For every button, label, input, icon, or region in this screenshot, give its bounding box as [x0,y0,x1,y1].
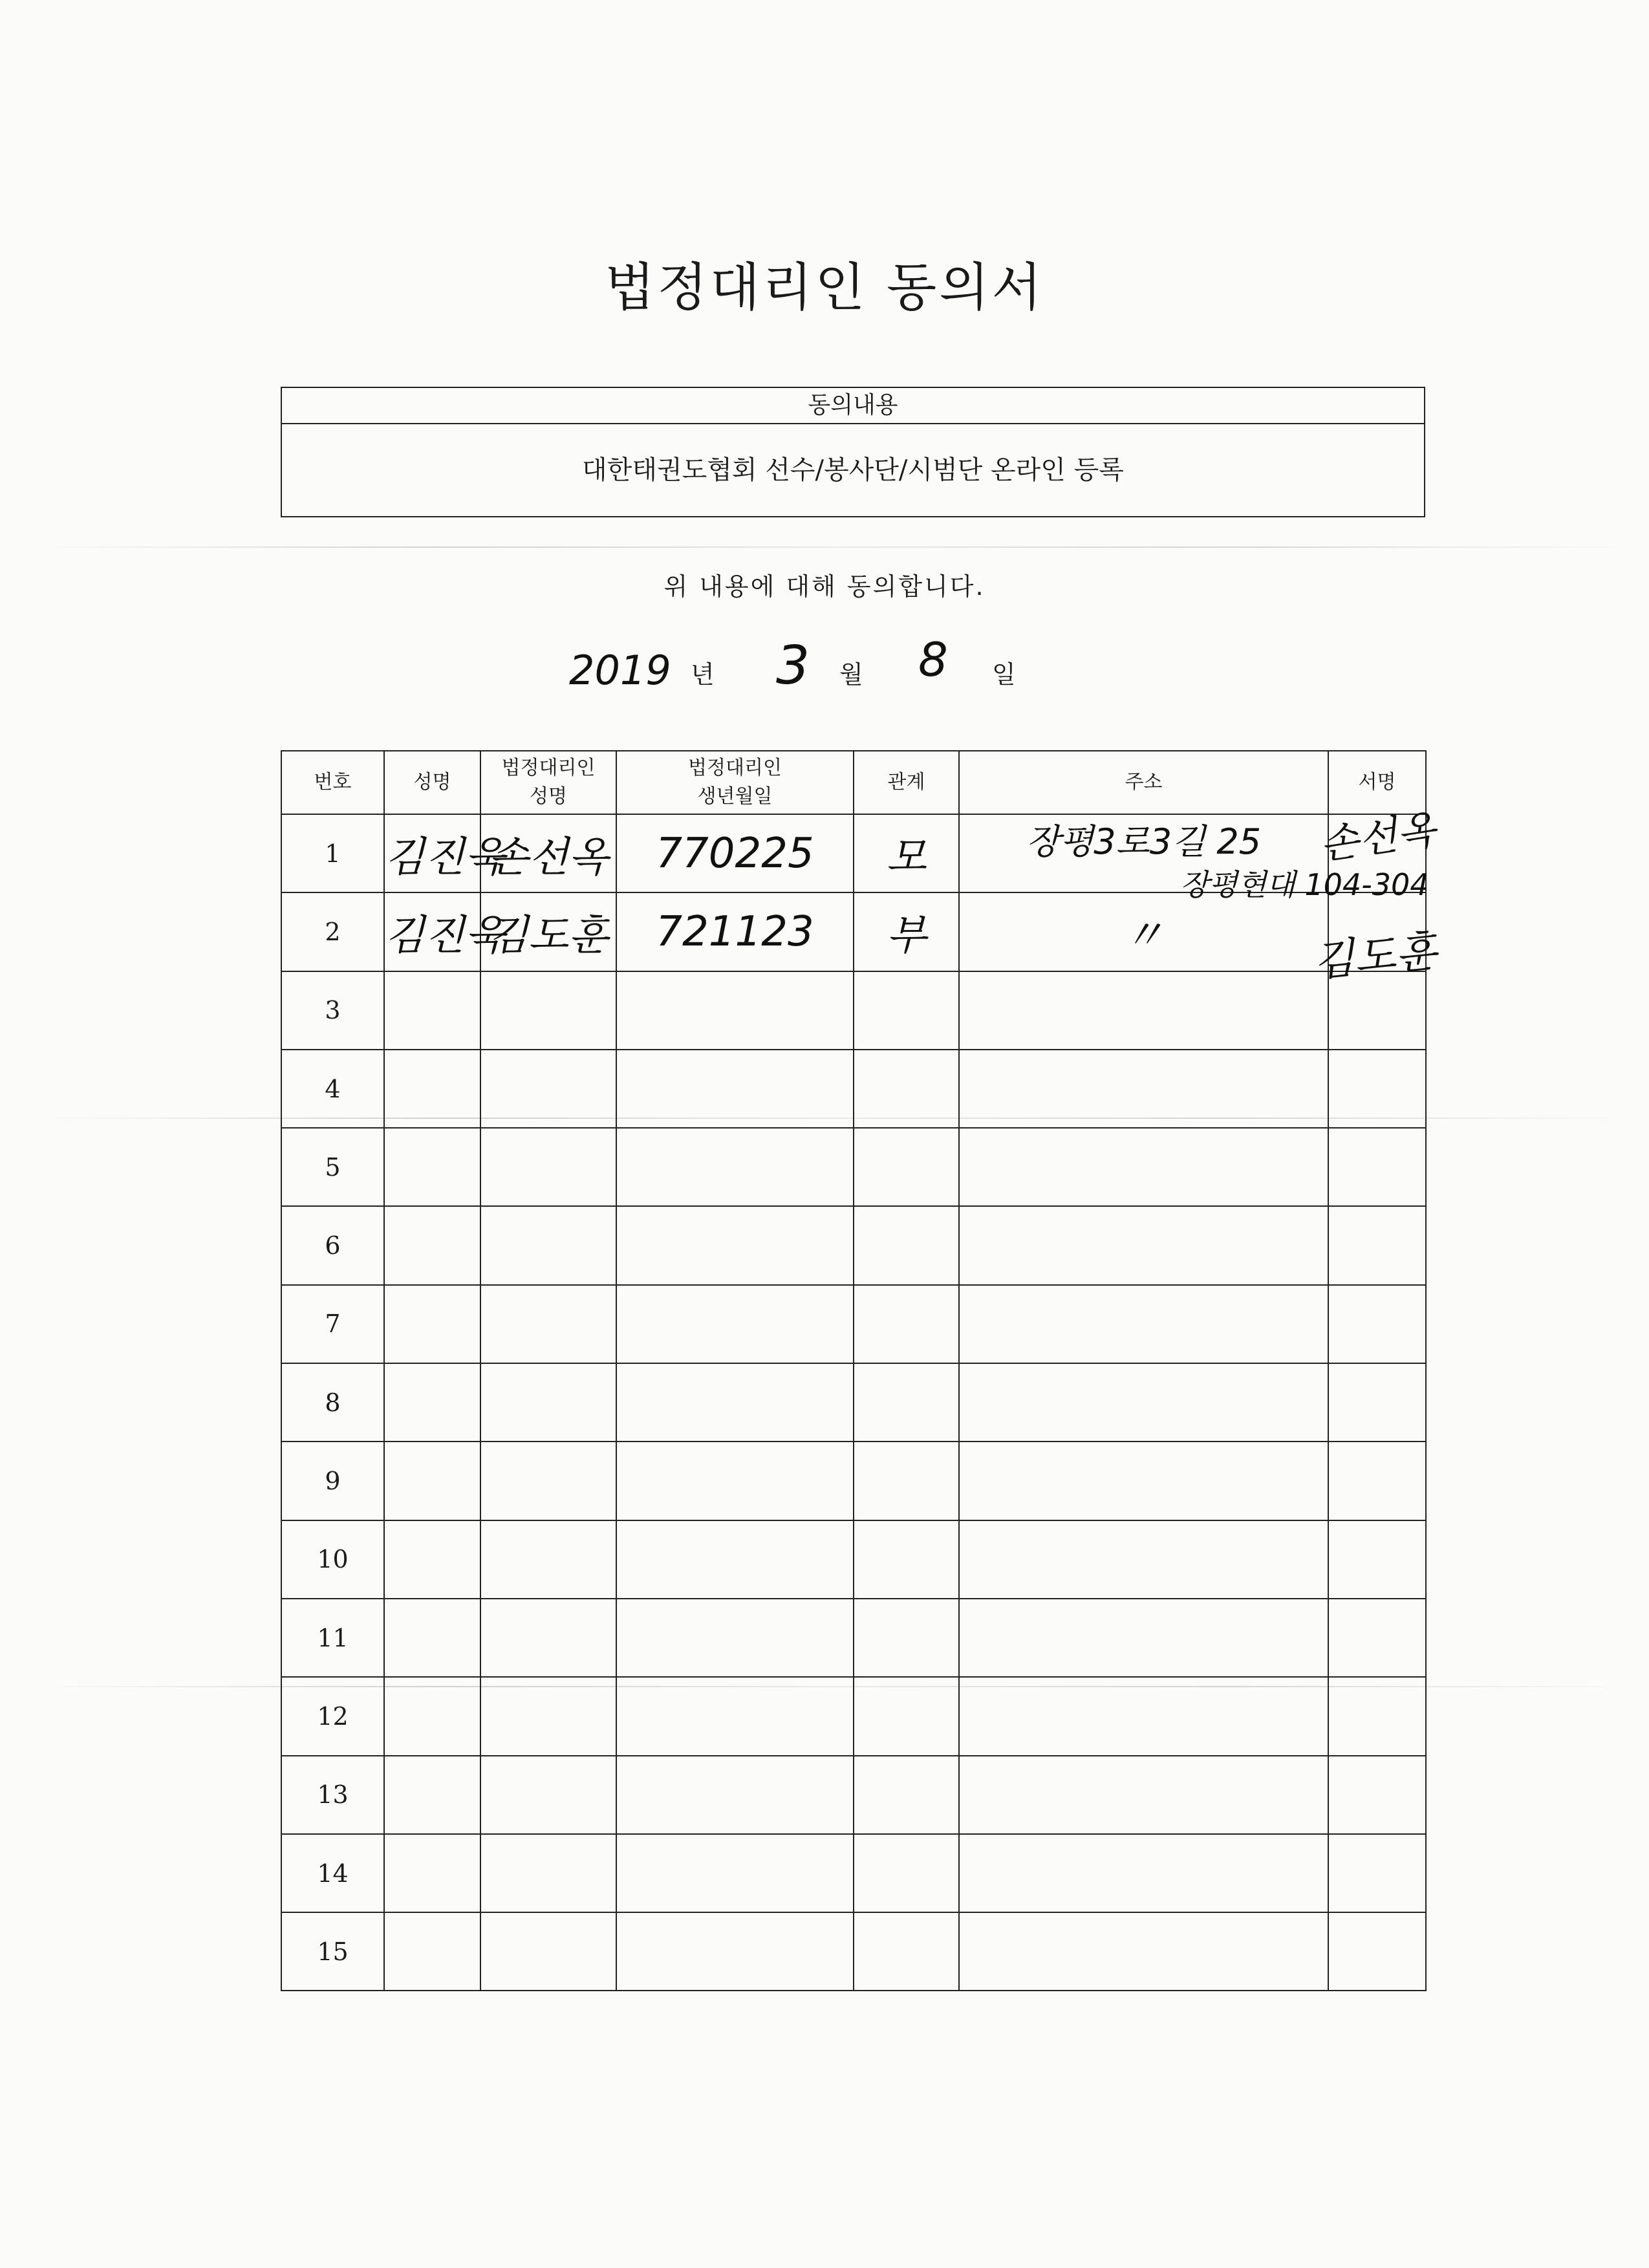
table-row [281,1442,1426,1520]
table-row [281,892,1426,971]
table-row [281,1050,1426,1128]
row-signature [1328,1285,1426,1363]
row2-signature: 김도훈 [1311,925,1439,987]
table-row [281,1206,1426,1284]
row-no: 11 [281,1599,384,1677]
row-name-text: 김진욱 [385,833,505,881]
row-address [959,971,1328,1050]
row-signature [1328,1442,1426,1520]
row-relation [854,1363,959,1442]
row-guardian-name [480,1677,616,1755]
row-no: 3 [281,971,384,1050]
row-no: 1 [281,814,384,892]
row-name [384,1520,480,1599]
row1-address-extra: 장평현대 104-304 [1180,867,1429,902]
row-signature [1328,1363,1426,1442]
row-guardian-birth-text: 770225 [656,829,814,878]
row-relation [854,1834,959,1912]
row-no: 12 [281,1677,384,1755]
agree-statement: 위 내용에 대해 동의합니다. [663,572,986,601]
row-guardian-birth [616,1363,854,1442]
row-address [959,1677,1328,1755]
row-signature [1328,1599,1426,1677]
row-address [959,1756,1328,1834]
consent-box [281,387,1425,517]
table-row [281,1285,1426,1363]
row-no: 6 [281,1206,384,1284]
row-name [384,1599,480,1677]
row-guardian-birth [616,1912,854,1991]
row-relation [854,971,959,1050]
row-relation [854,1206,959,1284]
row-signature [1328,1912,1426,1991]
row-guardian-name-text: 손선옥 [488,833,609,881]
row-relation [854,1442,959,1520]
row-guardian-birth [616,1206,854,1284]
table-row [281,1128,1426,1206]
row-name-text: 김진욱 [385,911,505,960]
row-guardian-birth [616,1756,854,1834]
row-signature [1328,1677,1426,1755]
row-guardian-birth [616,971,854,1050]
row-relation [854,1756,959,1834]
row-name [384,1834,480,1912]
row-relation [854,1285,959,1363]
table-row [281,1834,1426,1912]
row-no: 14 [281,1834,384,1912]
row-guardian-name [480,1442,616,1520]
row-guardian-name [480,1050,616,1128]
row-relation [854,1128,959,1206]
row-relation-text: 부 [886,911,927,960]
row-relation [854,1599,959,1677]
row-guardian-name [480,1363,616,1442]
row-name [384,1363,480,1442]
header-name: 성명 [384,751,480,814]
header-no: 번호 [281,751,384,814]
table-row [281,1520,1426,1599]
row-address [959,1912,1328,1991]
row-guardian-name [480,1599,616,1677]
row-relation-text: 모 [886,833,927,881]
document-title: 법정대리인 동의서 [605,257,1044,318]
row-relation [854,1677,959,1755]
row-guardian-birth [616,892,854,971]
row-address [959,1599,1328,1677]
date-year-unit: 년 [691,660,715,689]
row-guardian-name [480,814,616,892]
row-address-text: 장평3로3길 25 [1026,821,1262,863]
row-address [959,1834,1328,1912]
row-no: 8 [281,1363,384,1442]
row-address [959,892,1328,971]
date-line [0,632,1649,697]
consent-body: 대한태권도협회 선수/봉사단/시범단 온라인 등록 [582,455,1124,485]
row-no: 13 [281,1756,384,1834]
consent-header: 동의내용 [282,388,1424,424]
row-guardian-name [480,1206,616,1284]
row-relation [854,1912,959,1991]
row-signature [1328,1206,1426,1284]
date-day: 8 [918,632,948,687]
header-guardian-birth-line2: 생년월일 [697,785,773,808]
row-relation [854,892,959,971]
row-relation [854,1050,959,1128]
row-name [384,1756,480,1834]
roster-table [281,750,1427,1991]
header-guardian-name [480,751,616,814]
row-address [959,1520,1328,1599]
row-name [384,892,505,971]
table-header-row [281,751,1426,814]
row-name [384,1050,480,1128]
row-name [384,1206,480,1284]
table-row [281,1912,1426,1991]
row-guardian-name [480,971,616,1050]
row-name [384,971,480,1050]
row-no: 9 [281,1442,384,1520]
row-signature [1328,1050,1426,1128]
row-address [959,1442,1328,1520]
row-guardian-name [480,1834,616,1912]
row-guardian-birth [616,1442,854,1520]
row-guardian-birth [616,1285,854,1363]
row-no: 7 [281,1285,384,1363]
header-relation: 관계 [854,751,959,814]
header-signature: 서명 [1328,751,1426,814]
row-guardian-birth [616,814,854,892]
header-guardian-birth [616,751,854,814]
table-row [281,971,1426,1050]
row-guardian-name [480,1128,616,1206]
row-guardian-birth [616,1677,854,1755]
header-guardian-name-line2: 성명 [530,785,567,808]
row-name [384,1442,480,1520]
row-guardian-name [480,1520,616,1599]
row-relation [854,814,959,892]
row-address [959,1128,1328,1206]
row-address [959,1050,1328,1128]
date-day-unit: 일 [992,660,1016,689]
row-guardian-name [480,1756,616,1834]
row-guardian-birth [616,1520,854,1599]
table-row [281,1677,1426,1755]
header-guardian-name-line1: 법정대리인 [501,757,596,779]
row-guardian-name [480,1285,616,1363]
date-month-unit: 월 [839,660,863,689]
row-no: 4 [281,1050,384,1128]
row-guardian-birth [616,1128,854,1206]
row-no: 5 [281,1128,384,1206]
row-address [959,1363,1328,1442]
header-guardian-birth-line1: 법정대리인 [688,757,782,779]
date-month: 3 [776,635,810,697]
row-no: 10 [281,1520,384,1599]
header-address: 주소 [959,751,1328,814]
table-row [281,1363,1426,1442]
row-address [959,1206,1328,1284]
row-signature [1328,1128,1426,1206]
row-guardian-birth [616,1050,854,1128]
row-no: 15 [281,1912,384,1991]
table-row [281,1756,1426,1834]
row-name [384,1285,480,1363]
row-no: 2 [281,892,384,971]
row-signature [1328,1834,1426,1912]
row-name [384,1677,480,1755]
row-guardian-birth [616,1834,854,1912]
row-guardian-birth-text: 721123 [656,907,814,956]
row-relation [854,1520,959,1599]
row-name [384,814,505,892]
row-name [384,1912,480,1991]
row-address [959,1285,1328,1363]
row-guardian-name-text: 김도훈 [488,911,609,960]
row-signature [1328,1520,1426,1599]
table-row [281,1599,1426,1677]
row-guardian-birth [616,1599,854,1677]
row-guardian-name [480,1912,616,1991]
row-signature [1328,1756,1426,1834]
row-address-text: 〃 [1123,911,1165,960]
row-name [384,1128,480,1206]
row1-signature: 손선옥 [1317,805,1439,869]
date-year: 2019 [569,647,671,694]
fold-line [39,546,1630,548]
row-guardian-name [480,892,616,971]
